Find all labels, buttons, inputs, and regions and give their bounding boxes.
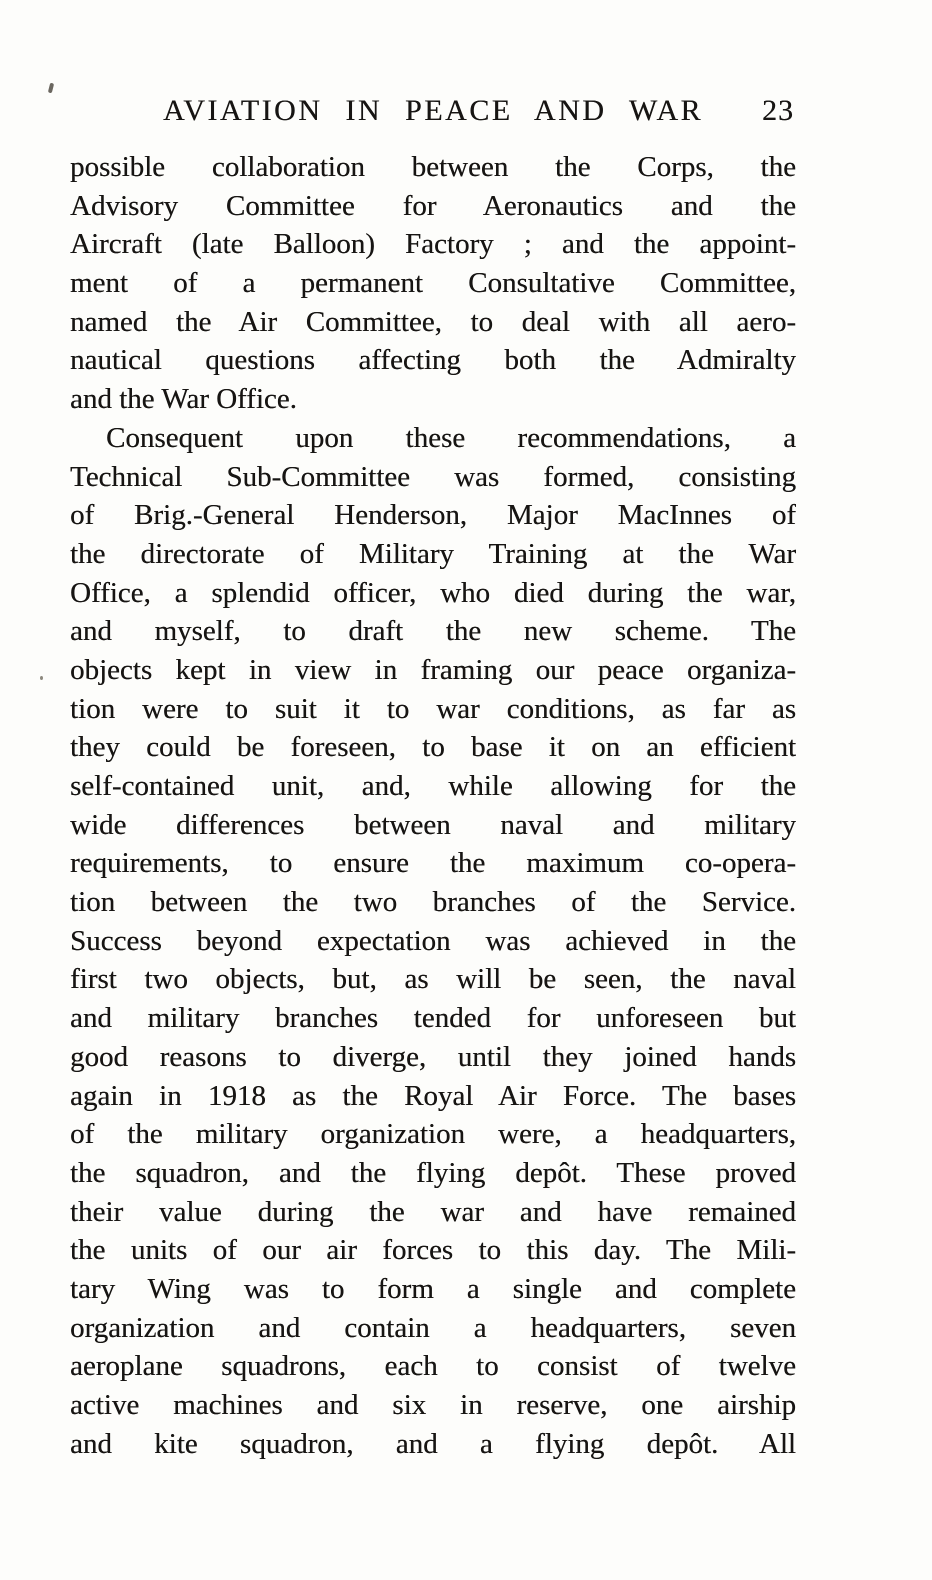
- page-body: [70, 148, 796, 1463]
- text-line: again in 1918 as the Royal Air Force. The bases: [70, 1079, 796, 1112]
- page-header: [70, 94, 796, 136]
- text-line: they could be foreseen, to base it on an efficient: [70, 731, 796, 764]
- text-line: good reasons to diverge, until they joined hands: [70, 1040, 796, 1073]
- text-line: nautical questions affecting both the Admiralty: [70, 344, 796, 377]
- text-line: the units of our air forces to this day. The Mili-: [70, 1234, 796, 1267]
- text-line: the directorate of Military Training at the War: [70, 537, 796, 570]
- text-line: first two objects, but, as will be seen, the naval: [70, 963, 796, 996]
- text-line: self-contained unit, and, while allowing for the: [70, 770, 796, 802]
- running-title: AVIATION IN PEACE AND WAR: [162, 94, 704, 127]
- text-line: tion between the two branches of the Service.: [70, 886, 796, 919]
- text-line: Advisory Committee for Aeronautics and the: [70, 189, 796, 222]
- text-line: and kite squadron, and a flying depôt. All: [70, 1427, 796, 1460]
- text-line: Technical Sub-Committee was formed, consisting: [70, 460, 796, 493]
- text-line: possible collaboration between the Corps, the: [70, 151, 796, 183]
- text-line: Office, a splendid officer, who died during the war,: [70, 576, 796, 609]
- text-line: Success beyond expectation was achieved in the: [70, 924, 796, 957]
- scan-artifact: [40, 676, 43, 680]
- text-line: Aircraft (late Balloon) Factory ; and the appoint-: [70, 228, 796, 261]
- text-line: of Brig.-General Henderson, Major MacInnes of: [70, 499, 796, 532]
- text-line: aeroplane squadrons, each to consist of twelve: [70, 1350, 796, 1383]
- text-line: tary Wing was to form a single and complete: [70, 1272, 796, 1305]
- text-line: the squadron, and the flying depôt. These proved: [70, 1156, 796, 1189]
- text-line: their value during the war and have remained: [70, 1195, 796, 1228]
- scan-artifact: [48, 83, 54, 94]
- text-line: of the military organization were, a headquarters,: [70, 1118, 796, 1151]
- text-line: wide differences between naval and military: [70, 808, 796, 841]
- text-line: organization and contain a headquarters, seven: [70, 1311, 796, 1344]
- text-line: named the Air Committee, to deal with all aero-: [70, 305, 796, 338]
- page-number: 23: [762, 94, 794, 127]
- text-line: and myself, to draft the new scheme. The: [70, 615, 796, 648]
- text-line: and military branches tended for unforeseen but: [70, 1002, 796, 1035]
- text-line: tion were to suit it to war conditions, as far as: [70, 692, 796, 725]
- text-line: active machines and six in reserve, one airship: [70, 1389, 796, 1421]
- text-line: and the War Office.: [70, 383, 297, 416]
- text-line: objects kept in view in framing our peace organiza-: [70, 653, 796, 686]
- text-line: ment of a permanent Consultative Committee,: [70, 267, 796, 300]
- text-line: Consequent upon these recommendations, a: [106, 421, 796, 454]
- text-line: requirements, to ensure the maximum co-opera-: [70, 847, 796, 880]
